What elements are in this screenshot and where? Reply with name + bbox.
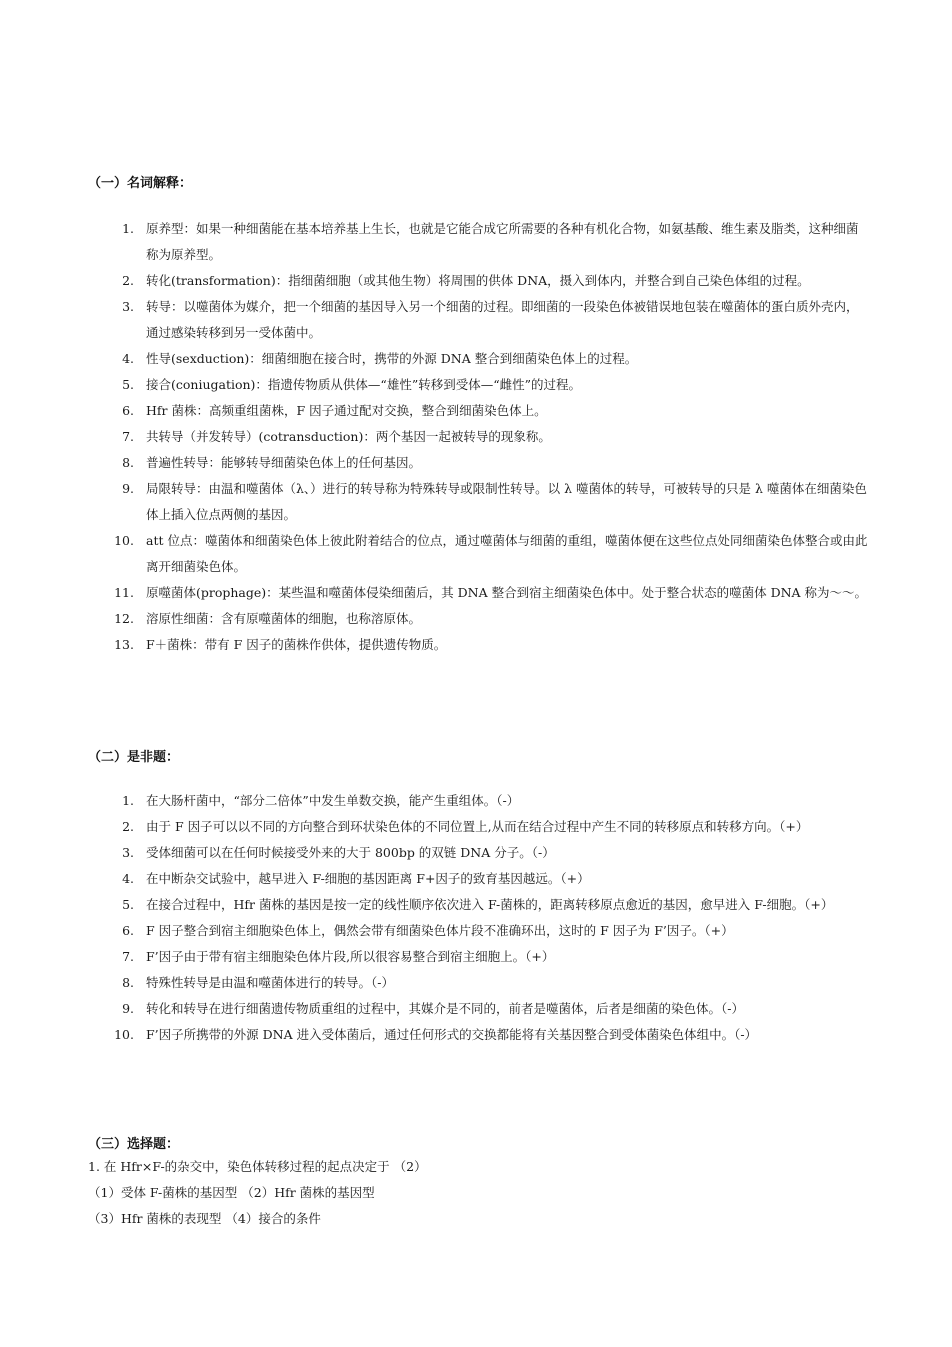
list-item bbox=[110, 996, 870, 1022]
item-text: 原养型：如果一种细菌能在基本培养基上生长，也就是它能合成它所需要的各种有机化合物，如氨基酸、维生素及脂类，这种细菌称为原养型。 bbox=[146, 221, 859, 262]
item-number: 5. bbox=[122, 377, 134, 392]
item-text: 转化和转导在进行细菌遗传物质重组的过程中，其媒介是不同的，前者是噬菌体，后者是细菌的染色体。（-） bbox=[146, 1001, 744, 1016]
list-item bbox=[110, 944, 870, 970]
definitions-list bbox=[110, 216, 870, 658]
item-text: 性导(sexduction)：细菌细胞在接合时，携带的外源 DNA 整合到细菌染色体上的过程。 bbox=[146, 351, 638, 366]
list-item bbox=[110, 866, 870, 892]
item-number: 1. bbox=[122, 793, 134, 808]
item-text: att 位点：噬菌体和细菌染色体上彼此附着结合的位点，通过噬菌体与细菌的重组，噬菌体便在这些位点处同细菌染色体整合或由此离开细菌染色体。 bbox=[146, 533, 868, 574]
item-number: 6. bbox=[122, 923, 134, 938]
item-number: 10. bbox=[114, 1027, 134, 1042]
item-text: 在接合过程中，Hfr 菌株的基因是按一定的线性顺序依次进入 F-菌株的，距离转移原点愈近的基因，愈早进入 F-细胞。（+） bbox=[146, 897, 834, 912]
item-text: 溶原性细菌：含有原噬菌体的细胞，也称溶原体。 bbox=[146, 611, 422, 626]
item-text: 在大肠杆菌中，“部分二倍体”中发生单数交换，能产生重组体。（-） bbox=[146, 793, 520, 808]
item-text: 转化(transformation)：指细菌细胞（或其他生物）将周围的供体 DNA，摄入到体内，并整合到自己染色体组的过程。 bbox=[146, 273, 810, 288]
item-number: 3. bbox=[122, 845, 134, 860]
item-text: 局限转导：由温和噬菌体（λ、）进行的转导称为特殊转导或限制性转导。以 λ 噬菌体的转导，可被转导的只是 λ 噬菌体在细菌染色体上插入位点两侧的基因。 bbox=[146, 481, 867, 522]
item-number: 10. bbox=[114, 533, 134, 548]
section-title-multiple-choice: （三）选择题： bbox=[88, 1137, 180, 1152]
item-number: 8. bbox=[122, 975, 134, 990]
item-text: 由于 F 因子可以以不同的方向整合到环状染色体的不同位置上,从而在结合过程中产生不同的转移原点和转移方向。（+） bbox=[146, 819, 809, 834]
item-text: 共转导（并发转导）(cotransduction)：两个基因一起被转导的现象称。 bbox=[146, 429, 551, 444]
item-number: 2. bbox=[122, 273, 134, 288]
item-number: 13. bbox=[114, 637, 134, 652]
list-item bbox=[110, 1022, 870, 1048]
item-text: F＋菌株：带有 F 因子的菌株作供体，提供遗传物质。 bbox=[146, 637, 447, 652]
list-item bbox=[110, 606, 870, 632]
item-number: 4. bbox=[122, 351, 134, 366]
item-number: 7. bbox=[122, 949, 134, 964]
list-item bbox=[110, 294, 870, 346]
list-item bbox=[110, 840, 870, 866]
item-text: 受体细菌可以在任何时候接受外来的大于 800bp 的双链 DNA 分子。（-） bbox=[146, 845, 555, 860]
item-number: 4. bbox=[122, 871, 134, 886]
list-item bbox=[110, 918, 870, 944]
item-number: 8. bbox=[122, 455, 134, 470]
list-item bbox=[110, 450, 870, 476]
list-item bbox=[110, 580, 870, 606]
item-text: F 因子整合到宿主细胞染色体上，偶然会带有细菌染色体片段不准确环出，这时的 F 因子为 F’因子。（+） bbox=[146, 923, 734, 938]
list-item bbox=[110, 476, 870, 528]
list-item bbox=[110, 216, 870, 268]
list-item bbox=[110, 424, 870, 450]
item-number: 12. bbox=[114, 611, 134, 626]
item-number: 9. bbox=[122, 481, 134, 496]
section-title-true-false: （二）是非题： bbox=[88, 750, 180, 765]
list-item bbox=[110, 892, 870, 918]
item-number: 3. bbox=[122, 299, 134, 314]
options-line: （1）受体 F-菌株的基因型 （2）Hfr 菌株的基因型 bbox=[88, 1185, 375, 1200]
list-item bbox=[110, 268, 870, 294]
item-text: Hfr 菌株：高频重组菌株，F 因子通过配对交换，整合到细菌染色体上。 bbox=[146, 403, 547, 418]
options-line: （3）Hfr 菌株的表现型 （4）接合的条件 bbox=[88, 1211, 321, 1226]
item-text: 在中断杂交试验中，越早进入 F-细胞的基因距离 F+因子的致育基因越远。（+） bbox=[146, 871, 590, 886]
true-false-list bbox=[110, 788, 870, 1048]
item-text: 转导：以噬菌体为媒介，把一个细菌的基因导入另一个细菌的过程。即细菌的一段染色体被错误地包装在噬菌体的蛋白质外壳内，通过感染转移到另一受体菌中。 bbox=[146, 299, 859, 340]
list-item bbox=[110, 632, 870, 658]
item-text: 特殊性转导是由温和噬菌体进行的转导。（-） bbox=[146, 975, 394, 990]
item-number: 5. bbox=[122, 897, 134, 912]
item-text: F’因子由于带有宿主细胞染色体片段,所以很容易整合到宿主细胞上。（+） bbox=[146, 949, 555, 964]
list-item bbox=[110, 398, 870, 424]
list-item bbox=[110, 970, 870, 996]
list-item bbox=[110, 528, 870, 580]
item-number: 9. bbox=[122, 1001, 134, 1016]
item-number: 1. bbox=[122, 221, 134, 236]
question-line: 1. 在 Hfr×F-的杂交中，染色体转移过程的起点决定于 （2） bbox=[88, 1159, 427, 1174]
list-item bbox=[110, 372, 870, 398]
item-number: 7. bbox=[122, 429, 134, 444]
item-text: 普遍性转导：能够转导细菌染色体上的任何基因。 bbox=[146, 455, 422, 470]
item-number: 2. bbox=[122, 819, 134, 834]
item-text: F’因子所携带的外源 DNA 进入受体菌后，通过任何形式的交换都能将有关基因整合到受体菌染色体组中。（-） bbox=[146, 1027, 758, 1042]
list-item bbox=[110, 814, 870, 840]
item-number: 11. bbox=[114, 585, 134, 600]
section-title-definitions: （一）名词解释： bbox=[88, 176, 193, 191]
list-item bbox=[110, 346, 870, 372]
list-item bbox=[110, 788, 870, 814]
item-text: 原噬菌体(prophage)：某些温和噬菌体侵染细菌后，其 DNA 整合到宿主细菌染色体中。处于整合状态的噬菌体 DNA 称为～～。 bbox=[146, 585, 868, 600]
item-text: 接合(coniugation)：指遗传物质从供体—“雄性”转移到受体—“雌性”的过程。 bbox=[146, 377, 581, 392]
item-number: 6. bbox=[122, 403, 134, 418]
